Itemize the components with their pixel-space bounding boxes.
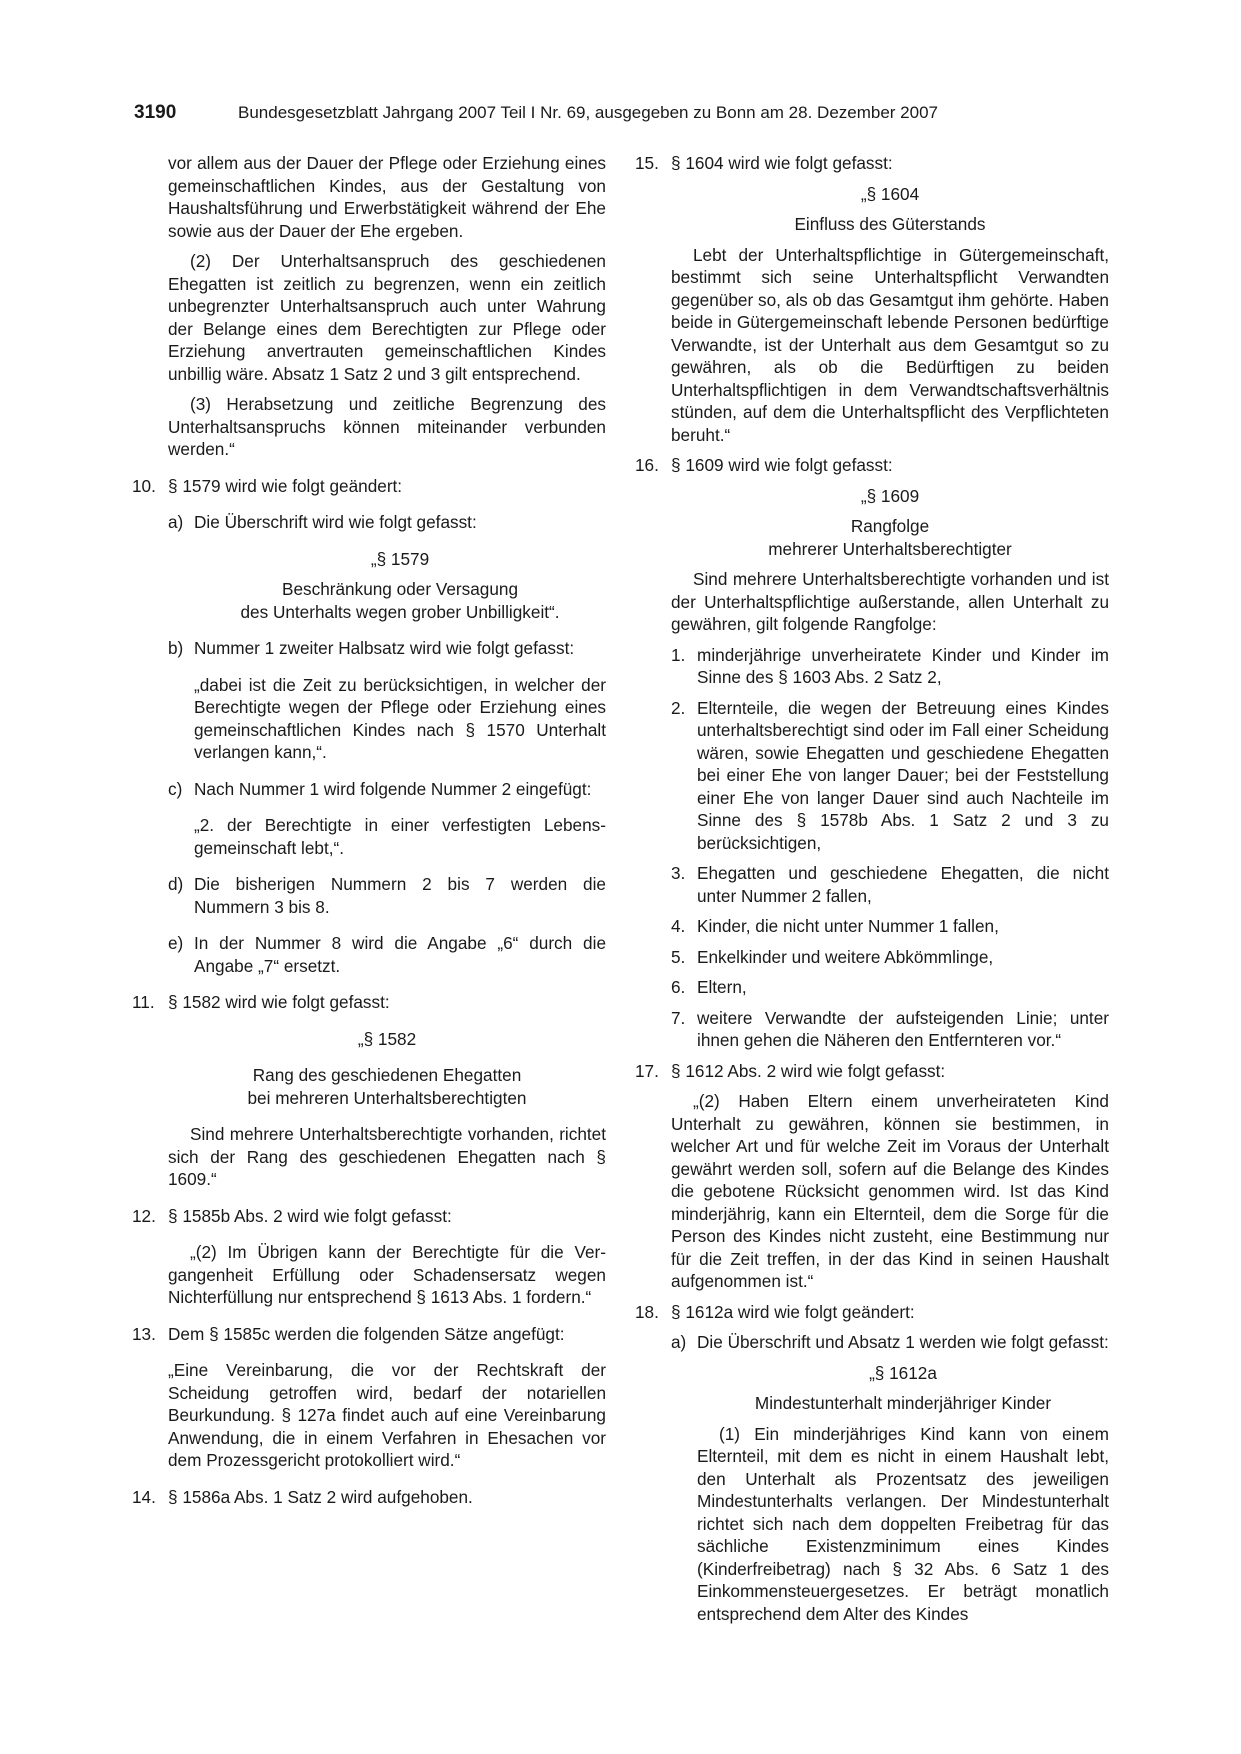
item-15 xyxy=(635,152,1109,175)
item-number: 17. xyxy=(635,1060,659,1081)
item-text: § 1586a Abs. 1 Satz 2 wird aufgehoben. xyxy=(168,1486,473,1507)
subitem-label: d) xyxy=(168,874,184,894)
list-text: Enkelkinder und weitere Abkömmlinge, xyxy=(697,946,994,967)
list-item xyxy=(635,946,1109,969)
subitem-text: Nach Nummer 1 wird folgende Nummer 2 eingefügt: xyxy=(194,778,592,799)
list-number: 6. xyxy=(671,977,686,997)
item-number: 10. xyxy=(132,475,156,496)
list-text: Eltern, xyxy=(697,977,747,997)
section-body: Lebt der Unterhaltspflichtige in Gütergemeinschaft, bestimmt sich seine Unterhaltspflicht Verwandten gegenüber so, als ob das Gesamtgut ihm gehörte. Haben beide in Gütergemeinschaft lebende Personen bedürftige Verwandte, ist der Unterhalt aus dem Gesamtgut so zu gewähren, als ob die Bedürftigen zu beiden Unterhaltspflichtigen in dem Verwandtschaftsverhältnis stünden, auf dem die Unterhaltspflicht des Verpflichteten beruht.“ xyxy=(671,244,1109,445)
section-heading: Rang des geschiedenen Ehegatten xyxy=(252,1065,522,1085)
item-text: § 1579 wird wie folgt geändert: xyxy=(168,475,403,496)
subitem-label: c) xyxy=(168,778,183,799)
item-number: 12. xyxy=(132,1205,156,1226)
item-number: 15. xyxy=(635,153,659,173)
section-body: (1) Ein minderjähriges Kind kann von einem Elternteil, mit dem es nicht in einem Haushalt lebt, den Unterhalt als Prozentsatz des jeweiligen Mindestunterhalts verlangen. Der Mindestunterhalt richtet sich nach dem doppelten Freibetrag für das sächliche Existenzminimum eines Kindes (Kinderfreibetrag) nach § 32 Abs. 6 Satz 1 des Einkommensteuergesetzes. Er beträgt monatlich entsprechend dem Alter des Kindes xyxy=(697,1423,1109,1624)
item-17 xyxy=(635,1060,1109,1083)
subitem-text: Die Überschrift und Absatz 1 werden wie folgt gefasst: xyxy=(697,1332,1109,1352)
subitem-d xyxy=(132,873,606,918)
list-item xyxy=(635,697,1109,855)
subitem-a xyxy=(132,511,606,534)
left-column xyxy=(132,152,606,1516)
item-text: § 1612a wird wie folgt geändert: xyxy=(671,1301,915,1322)
paragraph-abs3: (3) Herabsetzung und zeitliche Begrenzung des Unterhaltsanspruchs können miteinander verbunden werden.“ xyxy=(168,394,606,459)
quoted-text: „(2) Haben Eltern einem unverheirateten Kind Unterhalt zu gewähren, können sie bestimmen, in welcher Art und für welche Zeit im Voraus der Unterhalt gewährt werden soll, sofern auf die Belange des Kindes die gebotene Rücksicht genommen wird. Ist das Kind minderjährig, kann ein Elternteil, dem die Sorge für die Person des Kindes nicht zusteht, eine Bestimmung nur für die Zeit treffen, in der das Kind in seinen Haushalt aufgenommen ist.“ xyxy=(671,1091,1109,1291)
list-item xyxy=(635,1007,1109,1052)
list-number: 1. xyxy=(671,644,686,665)
item-number: 11. xyxy=(132,992,155,1012)
section-heading: Rangfolge xyxy=(850,516,930,536)
subitem-text: In der Nummer 8 wird die Angabe „6“ durch die Angabe „7“ ersetzt. xyxy=(194,933,606,976)
item-text: § 1604 wird wie folgt gefasst: xyxy=(671,153,893,173)
quoted-text: „(2) Im Übrigen kann der Berechtigte für die Vergangenheit Erfüllung oder Schadensersatz wegen Nichterfüllung nur entsprechend § 1613 Abs. 1 fordern.“ xyxy=(168,1242,606,1307)
subitem-a xyxy=(635,1331,1109,1354)
subitem-label: a) xyxy=(671,1332,687,1352)
quoted-text: „2. der Berechtigte in einer verfestigten Lebensgemeinschaft lebt,“. xyxy=(194,815,606,858)
item-number: 13. xyxy=(132,1323,156,1344)
section-number: „§ 1579 xyxy=(370,548,430,569)
item-number: 16. xyxy=(635,455,659,475)
item-13 xyxy=(132,1323,606,1346)
section-heading: Mindestunterhalt minderjähriger Kinder xyxy=(754,1393,1052,1413)
section-heading: bei mehreren Unterhaltsberechtigten xyxy=(247,1087,527,1108)
list-item xyxy=(635,862,1109,907)
section-heading: Einfluss des Güterstands xyxy=(794,214,986,234)
section-number: „§ 1604 xyxy=(860,183,920,204)
subitem-e xyxy=(132,932,606,977)
subitem-label: e) xyxy=(168,933,184,953)
section-heading: Beschränkung oder Versagung xyxy=(281,579,519,599)
section-heading: des Unterhalts wegen grober Unbilligkeit“. xyxy=(240,601,560,622)
list-number: 3. xyxy=(671,863,686,883)
right-column xyxy=(635,152,1109,1625)
list-number: 2. xyxy=(671,697,686,718)
item-14 xyxy=(132,1486,606,1509)
subitem-text: Nummer 1 zweiter Halbsatz wird wie folgt gefasst: xyxy=(194,638,575,658)
section-number: „§ 1582 xyxy=(357,1028,417,1049)
list-text: Ehegatten und geschiedene Ehegatten, die nicht unter Nummer 2 fallen, xyxy=(697,863,1109,906)
subitem-label: a) xyxy=(168,512,184,532)
item-12 xyxy=(132,1205,606,1228)
subitem-text: Die Überschrift wird wie folgt gefasst: xyxy=(194,512,477,532)
section-heading: mehrerer Unterhaltsberechtigter xyxy=(768,538,1012,559)
item-text: § 1585b Abs. 2 wird wie folgt gefasst: xyxy=(168,1205,452,1226)
item-text: § 1609 wird wie folgt gefasst: xyxy=(671,455,893,475)
list-item xyxy=(635,644,1109,689)
item-text: § 1582 wird wie folgt gefasst: xyxy=(168,992,390,1012)
list-item xyxy=(635,915,1109,938)
item-number: 14. xyxy=(132,1486,156,1507)
subitem-text: Die bisherigen Nummern 2 bis 7 werden die Nummern 3 bis 8. xyxy=(194,874,606,917)
list-number: 4. xyxy=(671,916,686,936)
list-text: Kinder, die nicht unter Nummer 1 fallen, xyxy=(697,916,999,936)
list-text: Elternteile, die wegen der Betreuung eines Kindes unterhaltsberechtigt sind oder im Fall einer Scheidung wären, sowie Ehegatten und geschiedene Ehegatten bei einer Ehe von langer Dauer; bei der Feststellung einer Ehe von langer Dauer sind auch Nachteile im Sinne des § 1578b Abs. 1 Satz 2 und 3 zu berücksichtigen, xyxy=(697,697,1109,853)
continuation-text: vor allem aus der Dauer der Pflege oder Erziehung eines gemeinschaftlichen Kindes, aus der Gestaltung von Haushaltsführung und Erwerbstätigkeit während der Ehe sowie aus der Dauer der Ehe ergeben. xyxy=(168,153,606,241)
item-number: 18. xyxy=(635,1301,659,1322)
item-16 xyxy=(635,454,1109,477)
section-body: Sind mehrere Unterhaltsberechtigte vorhanden, richtet sich der Rang des geschiedenen Ehegatten nach § 1609.“ xyxy=(168,1124,606,1189)
page-number: 3190 xyxy=(134,102,177,123)
section-body: Sind mehrere Unterhaltsberechtigte vorhanden und ist der Unterhaltspflichtige außerstande, allen Unterhalt zu gewähren, gilt folgende Rangfolge: xyxy=(671,569,1109,634)
item-text: § 1612 Abs. 2 wird wie folgt gefasst: xyxy=(671,1060,946,1081)
subitem-c xyxy=(132,778,606,801)
item-11 xyxy=(132,991,606,1014)
section-number: „§ 1612a xyxy=(869,1362,937,1383)
page-header xyxy=(134,102,1014,128)
list-text: weitere Verwandte der aufsteigenden Linie; unter ihnen gehen die Näheren den Entfernteren vor.“ xyxy=(697,1007,1109,1050)
section-number: „§ 1609 xyxy=(860,485,920,506)
subitem-b xyxy=(132,637,606,660)
subitem-label: b) xyxy=(168,638,184,658)
list-item xyxy=(635,976,1109,999)
item-18 xyxy=(635,1301,1109,1324)
list-text: minderjährige unverheiratete Kinder und Kinder im Sinne des § 1603 Abs. 2 Satz 2, xyxy=(697,644,1109,687)
quoted-text: „Eine Vereinbarung, die vor der Rechtskraft der Scheidung getroffen wird, bedarf der notariellen Beurkundung. § 127a findet auch auf eine Vereinbarung Anwendung, die in einem Verfahren in Ehesachen vor dem Prozessgericht protokolliert wird.“ xyxy=(168,1360,606,1470)
item-10 xyxy=(132,475,606,498)
list-number: 5. xyxy=(671,946,686,967)
quoted-text: „dabei ist die Zeit zu berücksichtigen, in welcher der Berechtigte wegen der Pflege oder Erziehung eines gemeinschaftlichen Kindes nach § 1570 Unterhalt verlangen kann,“. xyxy=(194,674,606,762)
list-number: 7. xyxy=(671,1007,686,1028)
item-text: Dem § 1585c werden die folgenden Sätze angefügt: xyxy=(168,1323,565,1344)
paragraph-abs2: (2) Der Unterhaltsanspruch des geschiedenen Ehegatten ist zeitlich zu begrenzen, wenn ein zeitlich unbegrenzter Unterhaltsanspruch auch unter Wahrung der Belange eines dem Berechtigten zur Pflege oder Erziehung anvertrauten gemeinschaftlichen Kindes unbillig wäre. Absatz 1 Satz 2 und 3 gilt entsprechend. xyxy=(168,251,606,384)
running-head: Bundesgesetzblatt Jahrgang 2007 Teil I Nr. 69, ausgegeben zu Bonn am 28. Dezember 2007 xyxy=(238,103,938,122)
